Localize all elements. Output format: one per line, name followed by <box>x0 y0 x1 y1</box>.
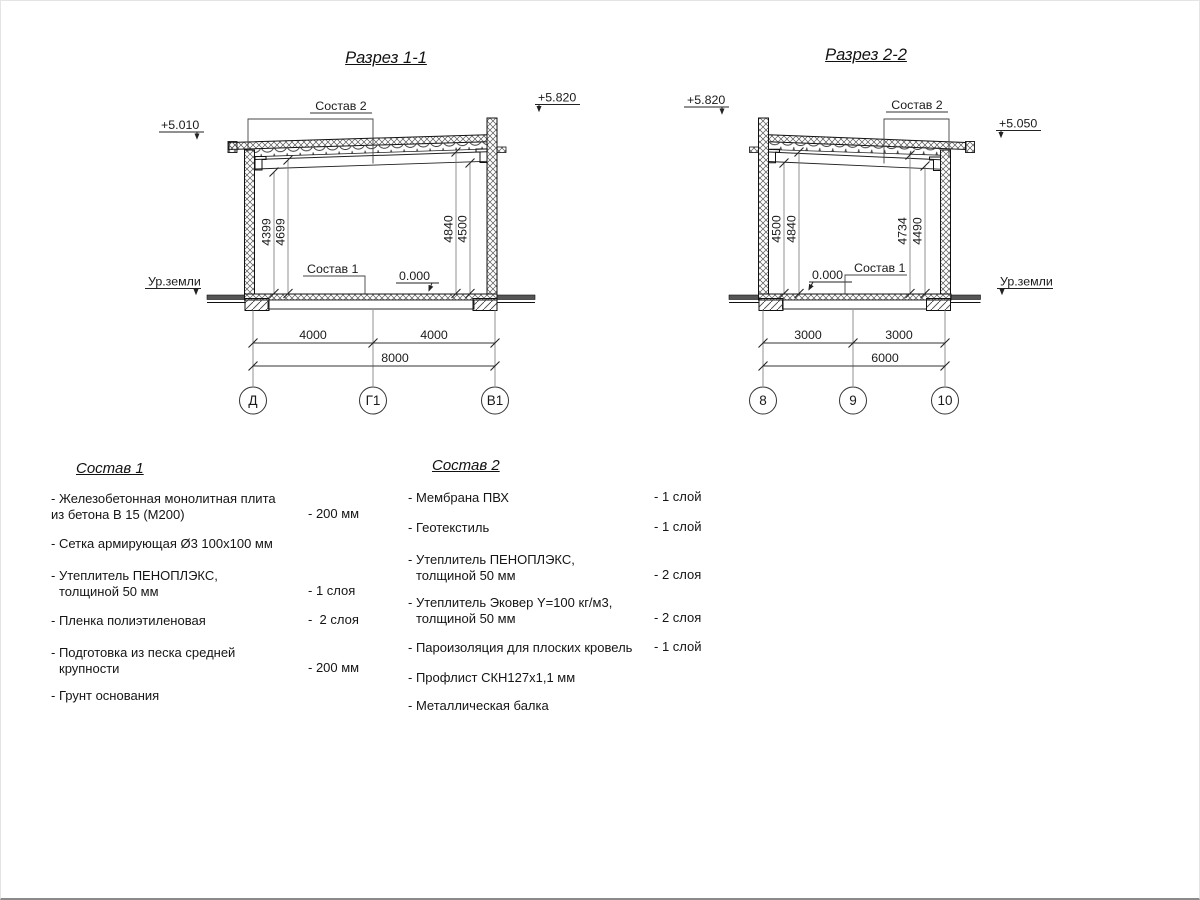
section1-title: Разрез 1-1 <box>345 49 427 67</box>
section1-vertical-dimensions <box>260 148 475 299</box>
section2-elev-zero-label: 0.000 <box>812 268 844 282</box>
section2-vdim4: 4490 <box>910 217 925 245</box>
section1-elev-right-label: +5.820 <box>538 90 577 105</box>
section2-span1-dim: 3000 <box>794 328 822 342</box>
section2-drawing <box>651 81 1151 426</box>
section2-leader-labels <box>845 98 949 294</box>
section2-horizontal-dimensions <box>759 310 950 386</box>
section1-elev-zero-label: 0.000 <box>399 269 431 283</box>
section2-total-dim: 6000 <box>871 351 899 365</box>
section1-composition1-label: Состав 1 <box>307 262 359 276</box>
section2-vdim3: 4734 <box>895 217 910 245</box>
list-item: - Сетка армирующая Ø3 100x100 мм <box>51 536 273 551</box>
section1-vdim3: 4840 <box>441 215 456 243</box>
section1-leader-labels <box>248 99 373 294</box>
section1-axis-bubbles <box>240 387 509 414</box>
list-item: - Профлист СКН127х1,1 мм <box>408 670 576 685</box>
section2-composition1-label: Состав 1 <box>854 261 906 275</box>
list-item: - Железобетонная монолитная плита из бетона В 15 (М200) - 200 мм <box>51 491 360 522</box>
section1-axis3-bubble: В1 <box>486 393 504 408</box>
section2-axis1-bubble: 8 <box>759 393 767 408</box>
section1-elev-left-label: +5.010 <box>161 118 200 132</box>
section2-axis3-bubble: 10 <box>937 393 953 408</box>
section2-title: Разрез 2-2 <box>825 46 907 64</box>
section1-span1-dim: 4000 <box>299 328 327 342</box>
list-item: - Пленка полиэтиленовая - 2 слоя <box>51 612 359 628</box>
section2-axis-bubbles <box>750 387 959 414</box>
list-item: - Утеплитель ПЕНОПЛЭКС, толщиной 50 мм - 2 слоя <box>408 552 702 583</box>
section1-horizontal-dimensions <box>249 310 500 386</box>
section1-roof <box>228 135 488 170</box>
list-item: - Геотекстиль - 1 слой <box>408 519 702 535</box>
list-item: - Пароизоляция для плоских кровель - 1 слой <box>408 639 702 655</box>
list-item: - Металлическая балка <box>408 698 549 713</box>
composition1-title: Состав 1 <box>76 460 144 477</box>
section1-vdim4: 4500 <box>455 215 470 243</box>
section1-vdim1: 4399 <box>259 218 274 246</box>
section1-composition2-label: Состав 2 <box>315 99 367 113</box>
list-item: - Мембрана ПВХ - 1 слой <box>408 489 702 505</box>
section1-total-dim: 8000 <box>381 351 409 365</box>
section2-vdim2: 4840 <box>784 215 799 243</box>
section2-axis2-bubble: 9 <box>849 393 857 408</box>
section1-floor <box>207 294 535 311</box>
section1-axis2-bubble: Г1 <box>365 393 381 408</box>
section1-span2-dim: 4000 <box>420 328 448 342</box>
section2-elev-right-label: +5.050 <box>999 116 1038 131</box>
section1-footing-left <box>245 299 269 311</box>
section2-ground-label: Ур.земли <box>1000 274 1053 289</box>
section1-footing-right <box>473 299 497 311</box>
section2-vdim1: 4500 <box>769 215 784 243</box>
composition2-title: Состав 2 <box>432 457 500 474</box>
list-item: - Подготовка из песка средней крупности - 200 мм <box>51 645 360 676</box>
section2-elev-left-label: +5.820 <box>687 93 726 107</box>
list-item: - Грунт основания <box>51 688 160 703</box>
section1-vdim2: 4699 <box>273 218 288 246</box>
section1-elevation-marks <box>145 91 580 295</box>
section2-floor <box>729 294 981 311</box>
section2-footing-right <box>927 299 951 311</box>
section1-ground-label: Ур.земли <box>148 274 201 289</box>
section2-capital-left <box>769 149 780 163</box>
list-item: - Утеплитель Эковер Y=100 кг/м3, толщиной 50 мм - 2 слоя <box>408 595 702 626</box>
section1-capital-left <box>255 157 266 171</box>
section1-capital-right <box>476 149 487 163</box>
section1-drawing <box>131 81 611 426</box>
section2-composition2-label: Состав 2 <box>891 98 943 112</box>
section1-axis1-bubble: Д <box>248 393 258 408</box>
section2-footing-left <box>759 299 783 311</box>
list-item: - Утеплитель ПЕНОПЛЭКС, толщиной 50 мм - 1 слоя <box>51 568 356 599</box>
section2-span2-dim: 3000 <box>885 328 913 342</box>
